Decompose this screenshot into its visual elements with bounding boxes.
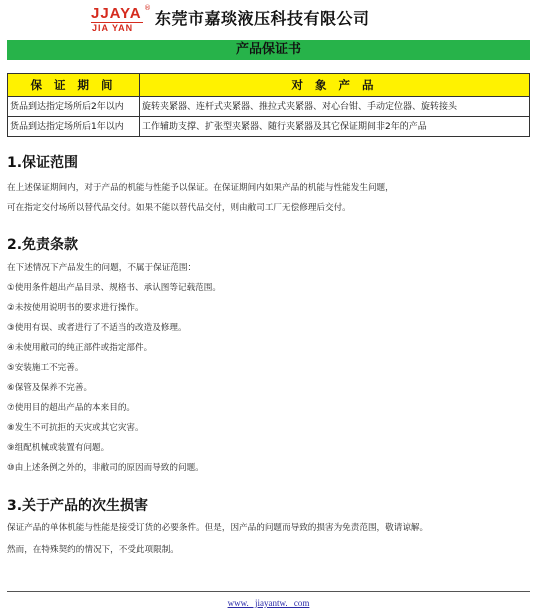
list-item: ⑦使用目的超出产品的本来目的。 (7, 403, 136, 413)
list-item: ⑧发生不可抗拒的天灾或其它灾害。 (7, 423, 144, 433)
section-heading-exemptions: 2.免责条款 (7, 237, 79, 253)
company-logo (91, 6, 151, 36)
header-covered-products: 对 象 产 品 (140, 74, 530, 97)
list-item: ⑥保管及保养不完善。 (7, 383, 93, 393)
covered-products-cell: 工作辅助支撑、扩张型夹紧器、随行夹紧器及其它保证期间非2年的产品 (140, 117, 530, 137)
scope-paragraph-line: 可在指定交付场所以替代品交付。如果不能以替代品交付，则由敝司工厂无偿修理后交付。 (7, 203, 351, 213)
registered-mark: ® (144, 4, 151, 12)
document-header (0, 0, 537, 38)
logo-wordmark: JJAYA (91, 5, 142, 22)
secondary-damage-paragraph-line: 保证产品的单体机能与性能是接受订货的必要条件。但是，因产品的问题而导致的损害为免责范围，敬请谅解。 (7, 523, 429, 533)
list-item: ⑤安装施工不完善。 (7, 363, 84, 373)
exemptions-intro: 在下述情况下产品发生的问题，不属于保证范围： (7, 263, 197, 273)
section-heading-secondary-damage: 3.关于产品的次生损害 (7, 498, 149, 514)
website-link[interactable]: www. jiayantw. com (227, 598, 310, 608)
logo-subtitle: JIA YAN (92, 23, 134, 33)
warranty-period-cell: 货品到达指定场所后1年以内 (8, 117, 140, 137)
footer-divider (7, 591, 530, 592)
company-name: 东莞市嘉琰液压科技有限公司 (155, 9, 370, 28)
list-item: ②未按使用说明书的要求进行操作。 (7, 303, 144, 313)
warranty-period-cell: 货品到达指定场所后2年以内 (8, 97, 140, 117)
table-header-row (8, 74, 530, 97)
list-item: ⑨组配机械或装置有问题。 (7, 443, 110, 453)
scope-paragraph-line: 在上述保证期间内，对于产品的机能与性能予以保证。在保证期间内如果产品的机能与性能发生问题， (7, 183, 394, 193)
covered-products-cell: 旋转夹紧器、连杆式夹紧器、推拉式夹紧器、对心台钳、手动定位器、旋转接头 (140, 97, 530, 117)
certificate-title-banner: 产品保证书 (7, 40, 530, 60)
table-row (8, 97, 530, 117)
header-warranty-period: 保 证 期 间 (8, 74, 140, 97)
secondary-damage-paragraph-line: 然而，在特殊契约的情况下，不受此项限制。 (7, 545, 179, 555)
list-item: ①使用条件超出产品目录、规格书、承认图等记载范围。 (7, 283, 221, 293)
list-item: ⑩由上述条例之外的，非敝司的原因而导致的问题。 (7, 463, 204, 473)
section-heading-scope: 1.保证范围 (7, 155, 79, 171)
warranty-table (7, 73, 530, 137)
table-row (8, 117, 530, 137)
list-item: ③使用有误、或者进行了不适当的改造及修理。 (7, 323, 187, 333)
list-item: ④未使用敝司的纯正部件或指定部件。 (7, 343, 153, 353)
